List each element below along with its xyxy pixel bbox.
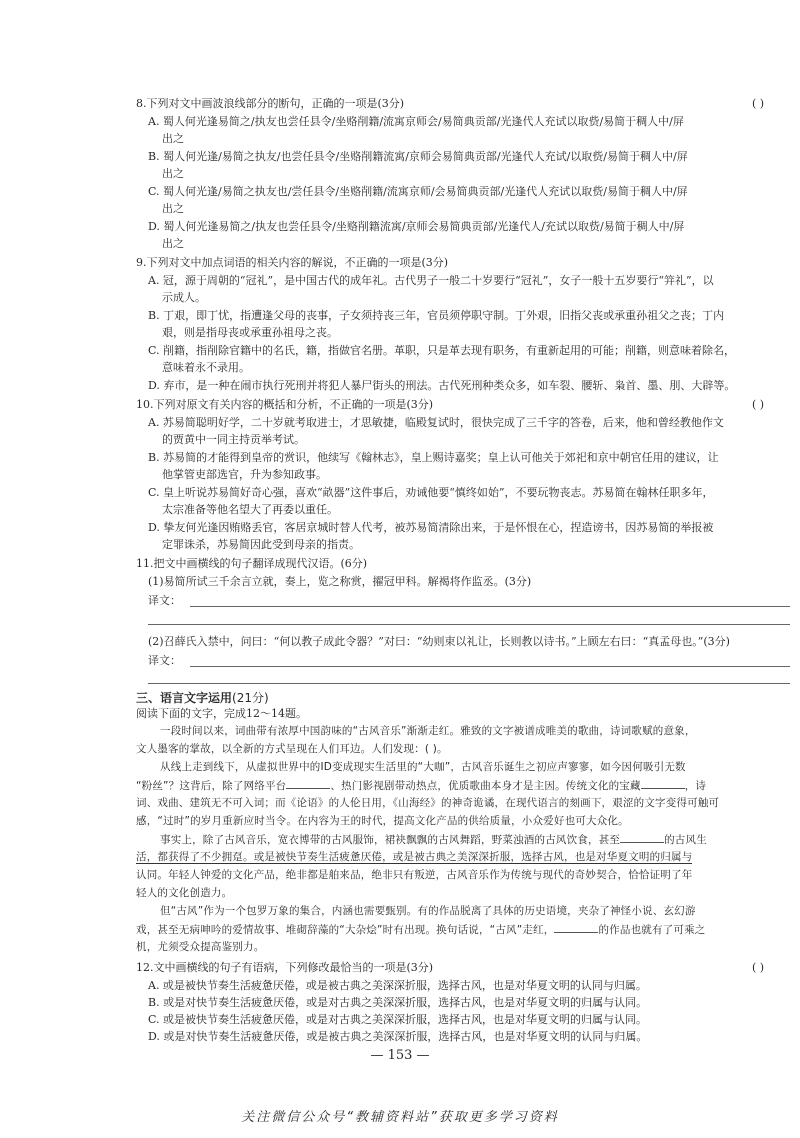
q11-sentence-1: (1)易简所试三千余言立就，奏上，览之称赏，擢冠甲科。解褐将作监丞。(3分) xyxy=(148,575,532,588)
q10-option-c-line2: 太宗准备等他名望大了再委以重任。 xyxy=(162,503,338,516)
q10-answer-bracket: ( ) xyxy=(752,398,765,411)
q11-answer-line-2b[interactable] xyxy=(148,683,790,684)
blank-2 xyxy=(641,778,685,789)
q8-option-b-line1: B. 蜀人何光逢/易简之执友/也尝任县令/坐赂削籍流寓/京师会易简典贡部/光逢代人充试/以取赀/易简于稠人中/屏 xyxy=(148,150,688,163)
q9-option-a-line1: A. 冠，源于周朝的“冠礼”，是中国古代的成年礼。古代男子一般二十岁要行“冠礼”，女子一般十五岁要行“笄礼”，以 xyxy=(148,274,714,287)
passage-p3-line2 xyxy=(136,850,790,865)
section-3-title: 三、语言文字运用 xyxy=(136,691,233,705)
q9-option-c-line1: C. 削籍，指削除官籍中的名氏，籍，指做官名册。革职，只是革去现有职务，有重新起用的可能；削籍，则意味着除名， xyxy=(148,344,736,357)
q8-option-d-line2: 出之 xyxy=(162,237,184,250)
passage-p4-line3: 机，尤须受众提高鉴别力。 xyxy=(136,941,265,953)
q9-option-d-line1: D. 弃市，是一种在闹市执行死刑并将犯人暴尸街头的刑法。古代死刑种类众多，如车裂、腰斩、枭首、墨、刖、大辟等。 xyxy=(148,379,736,392)
q8-option-a-line2: 出之 xyxy=(162,132,184,145)
q10-option-c-line1: C. 皇上听说苏易简好奇心强，喜欢“畝器”这件事后，劝诫他要“慎终如始”，不要玩物丧志。苏易简在翰林任职多年， xyxy=(148,486,714,499)
q12-option-a: A. 或是被快节奏生活疲惫厌倦，或是被古典之美深深折服，选择古风，也是对华夏文明的认同与归属。 xyxy=(148,979,647,992)
q10-option-a-line1: A. 苏易简聪明好学，二十岁就考取进士，才思敏捷，临殿复试时，很快完成了三千字的答卷，后来，他和曾经教他作文 xyxy=(148,416,724,429)
q12-option-c: C. 或是被快节奏生活疲惫厌倦，或是对古典之美深深折服，选择古风，也是对华夏文明的归属与认同。 xyxy=(148,1013,648,1026)
q11-translation-label-1: 译文： xyxy=(148,594,181,607)
q11-answer-line-2a[interactable] xyxy=(190,666,790,667)
q8-option-a-line1: A. 蜀人何光逢易简之/执友也尝任县令/坐赂削籍/流寓京师会/易简典贡部/光逢代人充试以取赀/易简于稠人中/屏 xyxy=(148,115,684,128)
section-3-intro: 阅读下面的文字，完成12～14题。 xyxy=(136,707,307,720)
passage-p3-line4: 轻人的文化创造力。 xyxy=(136,887,233,899)
blank-1 xyxy=(286,778,330,789)
footer-note: 关注微信公众号“教辅资料站”获取更多学习资料 xyxy=(241,1110,559,1125)
q11-answer-line-1a[interactable] xyxy=(190,606,790,607)
q10-option-a-line2: 的贾黄中一同主持贡举考试。 xyxy=(162,433,305,446)
section-3-points: (21分) xyxy=(232,691,269,705)
underlined-sentence: 活，都获得了不少拥趸。或是被快节奏生活疲惫厌倦，或是被古典之美深深折服，选择古风，也是对华夏文明的归属与 xyxy=(136,851,693,863)
q11-translation-label-2: 译文： xyxy=(148,654,181,667)
q11-answer-line-1b[interactable] xyxy=(148,624,790,625)
passage-p2-line4: 感，“过时”的岁月重新应时当令。在内容为王的时代，提高文化产品的供给质量，小众爱好也可大众化。 xyxy=(136,815,629,827)
q10-option-d-line1: D. 挚友何光逢因贿赂丢官，客居京城时替人代考，被苏易简清除出来，于是怀恨在心，捏造谤书，因苏易简的举报被 xyxy=(148,521,714,534)
passage-p1-line1: 一段时间以来，词曲带有浓厚中国韵味的“古风音乐”渐渐走红。雅致的文字被谱成唯美的歌曲，诗词歌赋的意象， xyxy=(160,725,696,737)
q8-option-b-line2: 出之 xyxy=(162,167,184,180)
q12-option-b: B. 或是对快节奏生活疲惫厌倦，或是对古典之美深深折服，选择古风，也是对华夏文明的归属与认同。 xyxy=(148,996,648,1009)
passage-p2-line2: “粉丝”？这背后，除了网络平台 、热门影视剧带动热点，优质歌曲本身才是主因。传统文化的宝藏 ，诗 xyxy=(136,780,707,792)
q12-stem: 12.文中画横线的句子有语病，下列修改最恰当的一项是(3分) xyxy=(136,961,434,974)
passage-p2-line1: 从线上走到线下，从虚拟世界中的ID变成现实生活里的“大咖”，古风音乐诞生之初应声寥寥，如今因何吸引无数 xyxy=(160,761,686,773)
section-3-heading xyxy=(136,689,269,706)
q9-option-a-line2: 示成人。 xyxy=(162,291,206,304)
passage-p2-line3: 词、戏曲、建筑无不可入词；而《论语》的人伦日用，《山海经》的神奇诡谲，在现代语言的刻画下，艰涩的文字变得可触可 xyxy=(136,797,720,809)
q9-option-b-line1: B. 丁艰，即丁忧，指遭逢父母的丧事，子女须持丧三年，官员须停职守制。丁外艰，旧指父丧或承重孙祖父之丧；丁内 xyxy=(148,309,725,322)
passage-p3-line3: 认同。年轻人钟爱的文化产品，绝非都是舶来品，绝非只有叛逆，古风音乐作为传统与现代的奇妙契合，恰恰证明了年 xyxy=(136,869,693,881)
q9-stem: 9.下列对文中加点词语的相关内容的解说，不正确的一项是(3分) xyxy=(136,256,449,269)
q8-option-c-line2: 出之 xyxy=(162,202,184,215)
q10-option-d-line2: 定罪诛杀，苏易简因此受到母亲的指责。 xyxy=(162,538,360,551)
passage-p1-line2: 文人墨客的掌故，以全新的方式呈现在人们耳边。人们发现：( )。 xyxy=(136,743,448,755)
q10-option-b-line1: B. 苏易简的才能得到皇帝的赏识，他续写《翰林志》，皇上赐诗嘉奖；皇上认可他关于郊祀和京中朝官任用的建议，让 xyxy=(148,451,719,464)
passage-p4-line2: 戏，甚至无病呻吟的爱情故事、堆砌辞藻的“大杂烩”时有出现。换句话说，“古风”走红， 的作品也就有了可乘之 xyxy=(136,924,706,936)
passage-p3-line1: 事实上，除了古风音乐，宽衣博带的古风服饰，裙袂飘飘的古风舞蹈，野菜浊酒的古风饮食，甚至 的古风生 xyxy=(160,834,707,846)
blank-3 xyxy=(620,832,664,843)
passage-p4-line1: 但“古风”作为一个包罗万象的集合，内涵也需要甄别。有的作品脱离了具体的历史语境，夹杂了神怪小说、玄幻游 xyxy=(160,905,696,917)
q8-stem: 8.下列对文中画波浪线部分的断句，正确的一项是(3分) xyxy=(136,97,405,110)
q10-option-b-line2: 他掌管吏部选官，升为参知政事。 xyxy=(162,468,327,481)
q12-option-d: D. 或是对快节奏生活疲惫厌倦，或是被古典之美深深折服，选择古风，也是对华夏文明的认同与归属。 xyxy=(148,1030,648,1043)
q9-option-b-line2: 艰，则是指母丧或承重孙祖母之丧。 xyxy=(162,326,338,339)
page-number: — 153 — xyxy=(370,1048,430,1063)
blank-4 xyxy=(554,922,598,933)
q12-answer-bracket: ( ) xyxy=(752,961,765,974)
q10-stem: 10.下列对原文有关内容的概括和分析，不正确的一项是(3分) xyxy=(136,398,434,411)
q8-answer-bracket: ( ) xyxy=(752,97,765,110)
q11-stem: 11.把文中画横线的句子翻译成现代汉语。(6分) xyxy=(136,557,368,570)
q8-option-c-line1: C. 蜀人何光逢/易简之执友也/尝任县令/坐赂削籍/流寓京师/会易简典贡部/光逢代人充试以取赀/易简于稠人中/屏 xyxy=(148,185,688,198)
q8-option-d-line1: D. 蜀人何光逢易简之/执友也尝任县令/坐赂削籍流寓/京师会易简典贡部/光逢代人/充试以取赀/易简于稠人中/屏 xyxy=(148,220,685,233)
q9-option-c-line2: 意味着永不录用。 xyxy=(162,361,250,374)
q11-sentence-2: (2)召薛氏入禁中，问曰：“何以教子成此令器？”对曰：“幼则束以礼让，长则教以诗书。”上顾左右曰：“真孟母也。”(3分) xyxy=(148,635,730,648)
